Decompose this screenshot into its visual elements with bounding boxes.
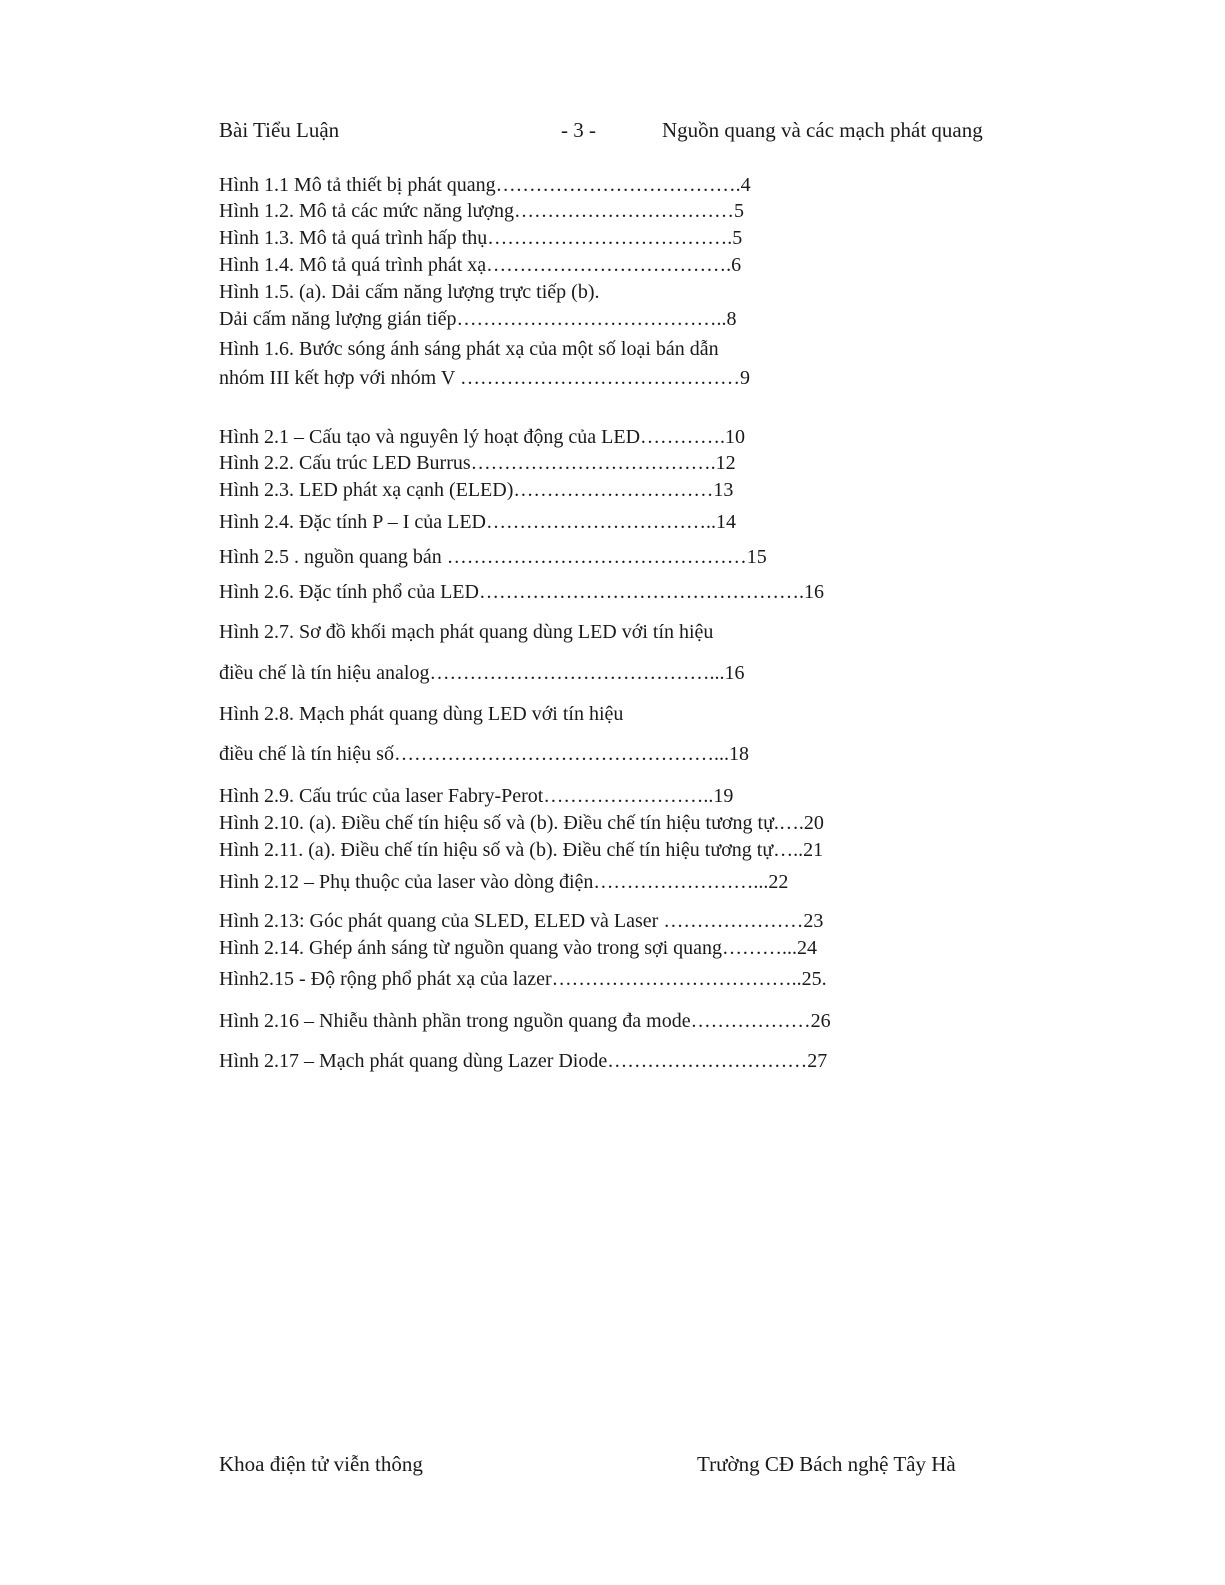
toc-line: Hình 2.7. Sơ đồ khối mạch phát quang dùng LED với tín hiệu: [219, 621, 714, 643]
toc-line: Hình 1.5. (a). Dải cấm năng lượng trực tiếp (b).: [219, 281, 600, 303]
toc-line: Hình 2.9. Cấu trúc của laser Fabry-Perot……………………..19: [219, 785, 734, 807]
toc-line: Hình 1.1 Mô tả thiết bị phát quang……………………………….4: [219, 174, 751, 196]
page-number: - 3 -: [561, 118, 596, 142]
toc-line: Hình 2.10. (a). Điều chế tín hiệu số và (b). Điều chế tín hiệu tương tự.….20: [219, 812, 824, 834]
toc-line: Hình 2.16 – Nhiễu thành phần trong nguồn quang đa mode………………26: [219, 1010, 831, 1032]
toc-line: Hình 2.4. Đặc tính P – I của LED……………………………..14: [219, 511, 736, 533]
header-left: Bài Tiểu Luận: [219, 118, 340, 142]
footer-right: Trường CĐ Bách nghệ Tây Hà: [697, 1452, 956, 1476]
toc-line: nhóm III kết hợp với nhóm V ……………………………………9: [219, 367, 750, 389]
page-footer: [219, 1452, 1009, 1482]
toc-line: Dải cấm năng lượng gián tiếp…………………………………..8: [219, 308, 737, 330]
toc-line: Hình 2.1 – Cấu tạo và nguyên lý hoạt động của LED………….10: [219, 426, 746, 448]
toc-line: điều chế là tín hiệu analog……………………………………...16: [219, 662, 745, 684]
page-header: [219, 118, 1029, 148]
toc-line: Hình 1.3. Mô tả quá trình hấp thụ……………………………….5: [219, 227, 743, 249]
toc-line: Hình 1.6. Bước sóng ánh sáng phát xạ của một số loại bán dẫn: [219, 338, 719, 360]
toc-line: Hình 2.14. Ghép ánh sáng từ nguồn quang vào trong sợi quang………...24: [219, 937, 818, 959]
toc-line: Hình2.15 - Độ rộng phổ phát xạ của lazer………………………………..25.: [219, 968, 827, 990]
toc-line: Hình 2.11. (a). Điều chế tín hiệu số và (b). Điều chế tín hiệu tương tự…..21: [219, 839, 824, 861]
footer-left: Khoa điện tử viễn thông: [219, 1452, 423, 1476]
toc-line: Hình 2.2. Cấu trúc LED Burrus……………………………….12: [219, 452, 736, 474]
toc-line: Hình 2.8. Mạch phát quang dùng LED với tín hiệu: [219, 703, 624, 725]
toc-line: Hình 1.2. Mô tả các mức năng lượng……………………………5: [219, 200, 744, 222]
toc-line: Hình 2.17 – Mạch phát quang dùng Lazer Diode…………………………27: [219, 1050, 828, 1072]
toc-line: điều chế là tín hiệu số…………………………………………...18: [219, 743, 749, 765]
toc-line: Hình 2.12 – Phụ thuộc của laser vào dòng điện……………………...22: [219, 871, 789, 893]
toc-line: Hình 1.4. Mô tả quá trình phát xạ……………………………….6: [219, 254, 742, 276]
toc-line: Hình 2.5 . nguồn quang bán ………………………………………15: [219, 546, 767, 568]
header-right: Nguồn quang và các mạch phát quang: [662, 118, 983, 142]
toc-line: Hình 2.6. Đặc tính phổ của LED………………………………………….16: [219, 581, 824, 603]
toc-line: Hình 2.13: Góc phát quang của SLED, ELED và Laser …………………23: [219, 910, 824, 932]
toc-line: Hình 2.3. LED phát xạ cạnh (ELED)…………………………13: [219, 479, 734, 501]
